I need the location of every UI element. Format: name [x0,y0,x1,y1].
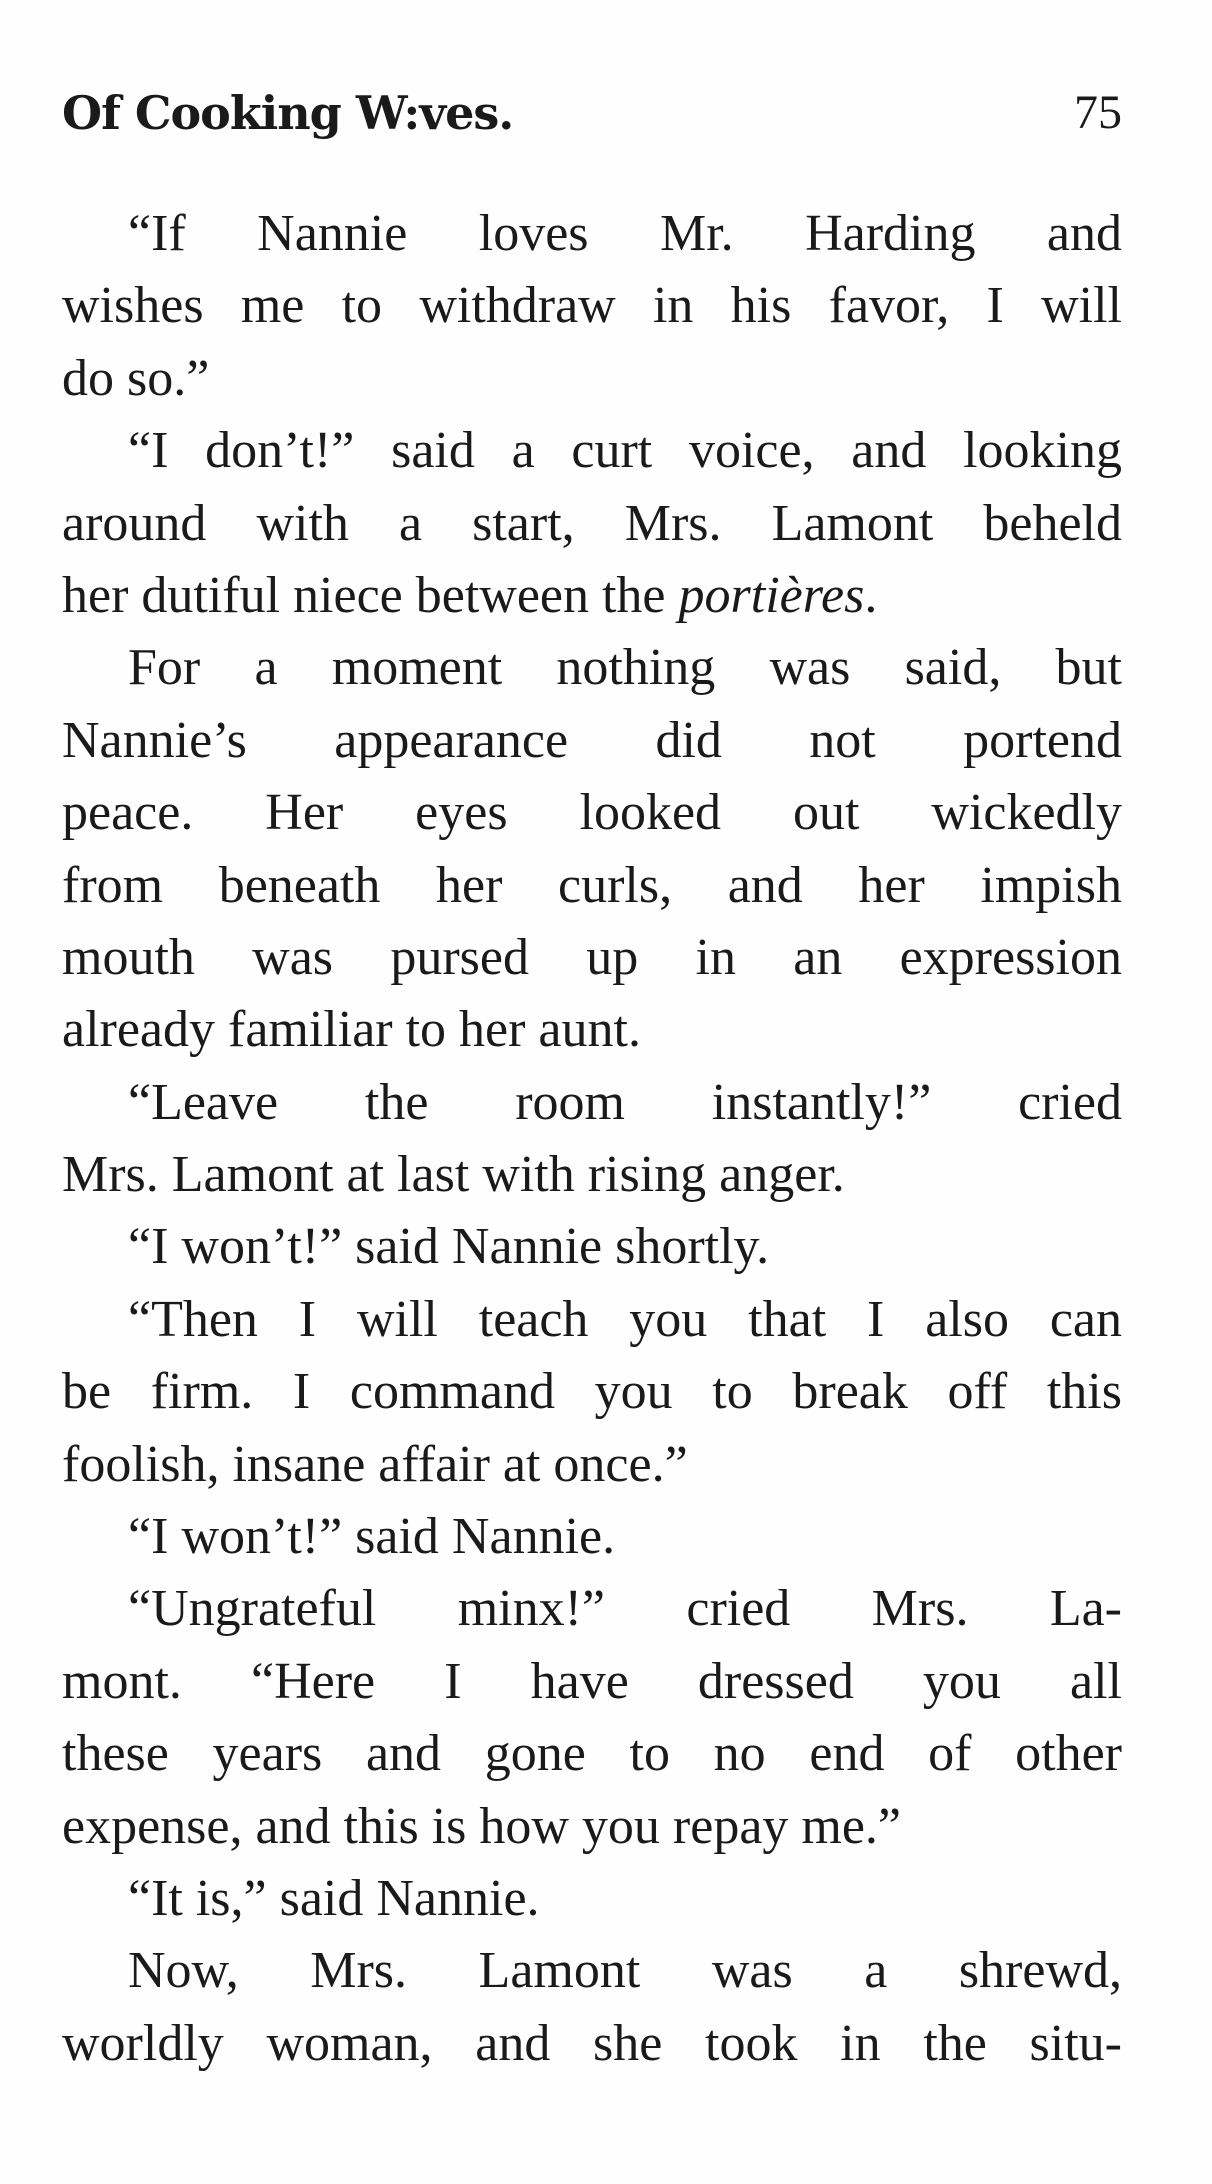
text-line: “I won’t!” said Nannie shortly. [128,1218,770,1276]
text-line: these years and gone to no end of other [62,1725,1122,1783]
paragraph [62,1863,1122,1935]
text-line: Nannie’s appearance did not portend [62,711,1122,769]
text-fragment: her dutiful niece between the [62,566,679,624]
text-line: foolish, insane affair at once.” [62,1435,688,1493]
text-line: “I don’t!” said a curt voice, and looking [128,422,1122,480]
text-line: “I won’t!” said Nannie. [128,1508,616,1566]
text-line: mouth was pursed up in an expression [62,928,1122,986]
paragraph [62,1501,1122,1573]
text-line [62,560,1122,632]
text-line: wishes me to withdraw in his favor, I will [62,277,1122,335]
text-line: already familiar to her aunt. [62,1001,641,1059]
text-fragment: . [864,566,878,624]
running-header [62,78,1122,148]
paragraph [62,1573,1122,1863]
text-line: mont. “Here I have dressed you all [62,1652,1122,1710]
text-line: do so.” [62,349,210,407]
text-line: Mrs. Lamont at last with rising anger. [62,1146,845,1204]
paragraph [62,415,1122,632]
italic-word: portières [678,566,865,624]
text-line: be firm. I command you to break off this [62,1363,1122,1421]
paragraph [62,632,1122,1066]
paragraph [62,1067,1122,1212]
text-line: “If Nannie loves Mr. Harding and [128,205,1122,262]
text-line: “Ungrateful minx!” cried Mrs. La- [128,1580,1122,1638]
paragraph [62,198,1122,415]
page-number: 75 [1074,86,1122,139]
chapter-title: Of Cooking W:ves. [62,86,514,140]
text-line: Now, Mrs. Lamont was a shrewd, [128,1942,1122,2000]
body-text [62,198,1122,2080]
paragraph [62,1211,1122,1283]
text-line: “Then I will teach you that I also can [128,1290,1122,1348]
text-line: “It is,” said Nannie. [128,1869,540,1927]
text-line: around with a start, Mrs. Lamont beheld [62,494,1122,552]
text-line: from beneath her curls, and her impish [62,856,1122,914]
paragraph [62,1284,1122,1501]
text-line: For a moment nothing was said, but [128,639,1122,697]
text-line: worldly woman, and she took in the situ- [62,2014,1122,2072]
text-line: expense, and this is how you repay me.” [62,1797,902,1855]
text-line: “Leave the room instantly!” cried [128,1073,1122,1131]
text-line: peace. Her eyes looked out wickedly [62,784,1122,842]
paragraph [62,1935,1122,2080]
